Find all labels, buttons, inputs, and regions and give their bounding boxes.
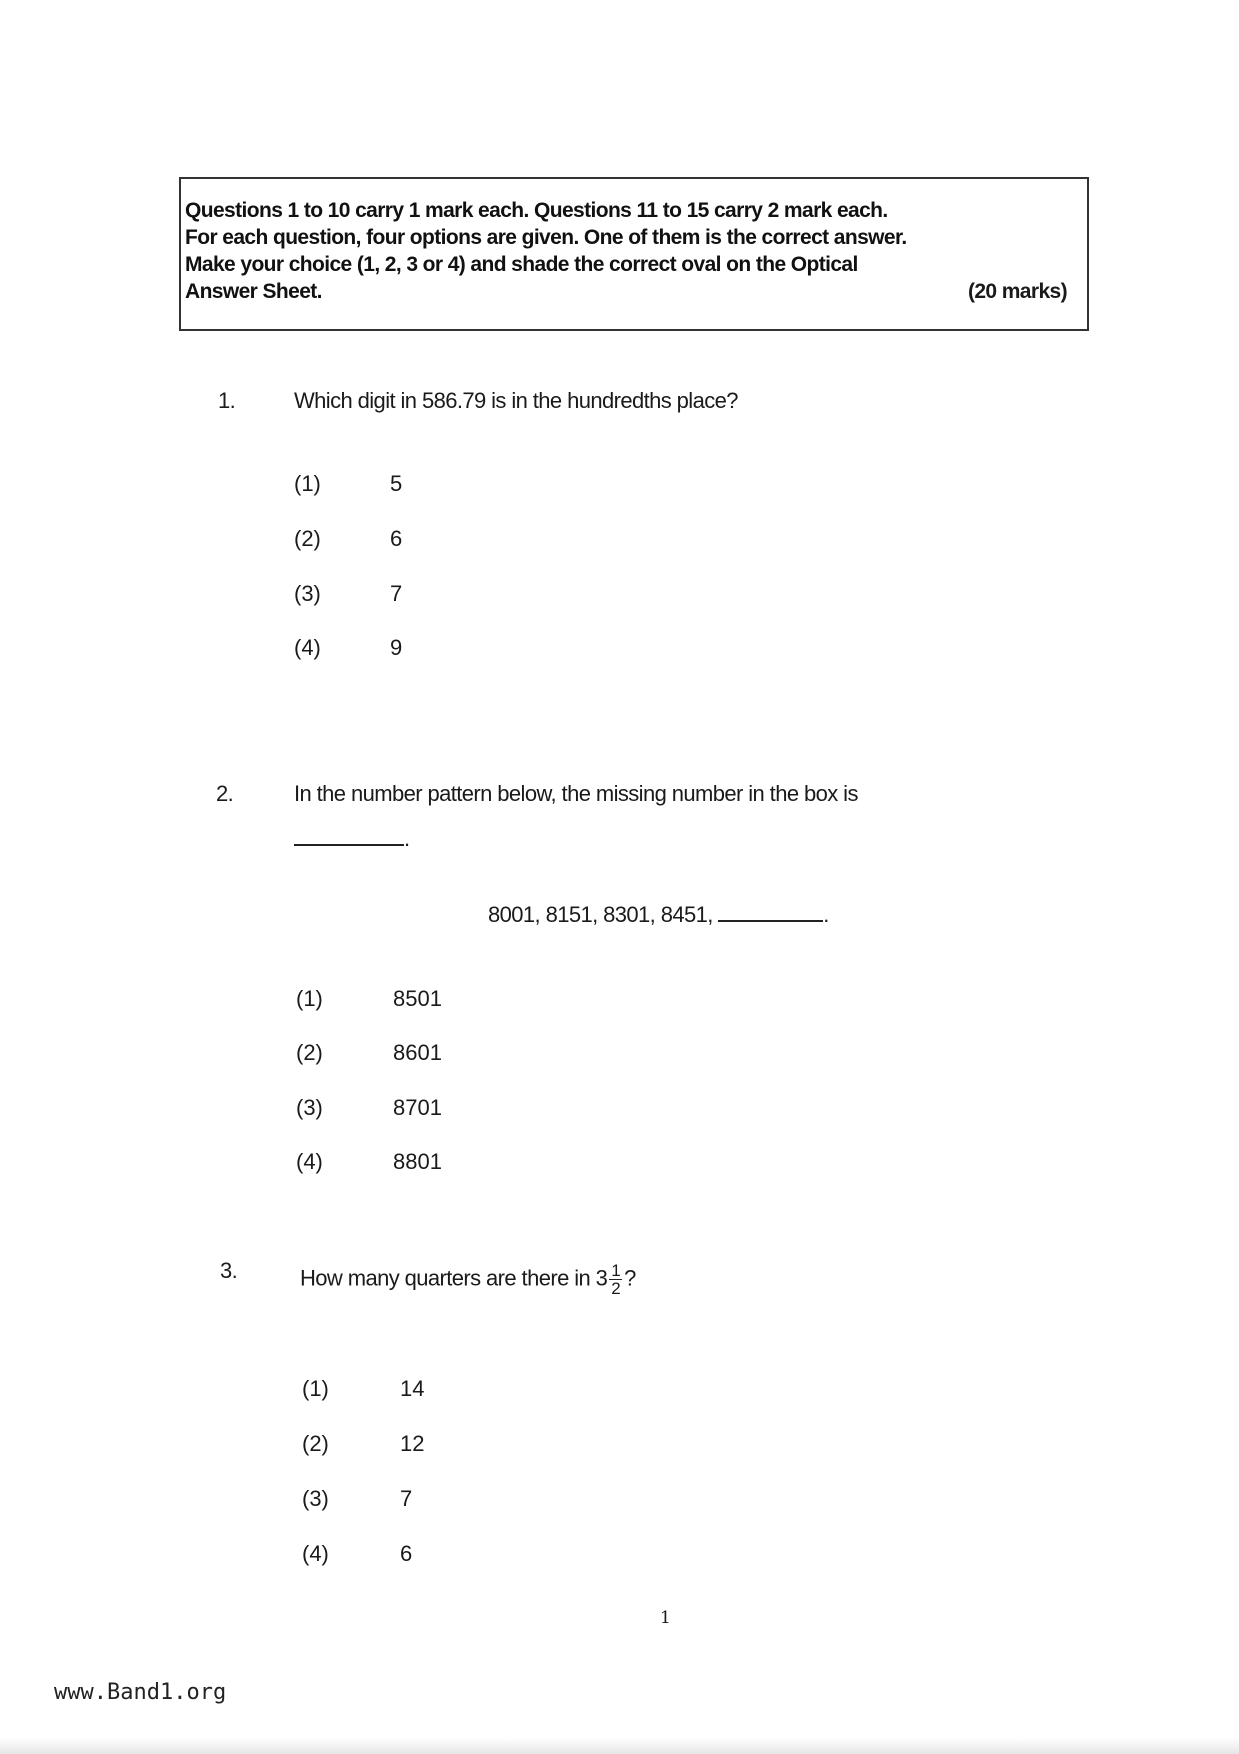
option-label: (1) xyxy=(296,986,323,1011)
option-value: 6 xyxy=(400,1541,413,1566)
option-value: 12 xyxy=(400,1431,425,1456)
option-label: (2) xyxy=(294,526,321,551)
question-number: 1. xyxy=(218,388,236,413)
option-label: (3) xyxy=(294,581,321,606)
option-value: 8601 xyxy=(393,1040,442,1065)
instruction-line: Make your choice (1, 2, 3 or 4) and shade the correct oval on the Optical xyxy=(185,253,858,276)
option-value: 8801 xyxy=(393,1149,442,1174)
question-text: In the number pattern below, the missing number in the box is xyxy=(294,781,858,806)
option-value: 14 xyxy=(400,1376,425,1401)
option-value: 7 xyxy=(400,1486,413,1511)
question-text: Which digit in 586.79 is in the hundredths place? xyxy=(294,388,738,413)
option-label: (1) xyxy=(294,471,321,496)
option-value: 8701 xyxy=(393,1095,442,1120)
page-number: 1 xyxy=(660,1608,671,1628)
question-number: 3. xyxy=(220,1258,238,1283)
answer-blank: . xyxy=(294,826,410,852)
scan-edge xyxy=(0,1738,1239,1754)
instruction-line: Questions 1 to 10 carry 1 mark each. Questions 11 to 15 carry 2 mark each. xyxy=(185,199,888,222)
option-value: 7 xyxy=(390,581,403,606)
instruction-line: Answer Sheet. xyxy=(185,280,322,303)
option-value: 9 xyxy=(390,635,403,660)
pattern-text: 8001, 8151, 8301, 8451, xyxy=(488,902,713,927)
number-pattern: 8001, 8151, 8301, 8451, . xyxy=(488,902,829,927)
question-number: 2. xyxy=(216,781,234,806)
option-label: (4) xyxy=(296,1149,323,1174)
option-label: (3) xyxy=(302,1486,329,1511)
option-label: (3) xyxy=(296,1095,323,1120)
fraction: $\frac{1}{2}$ xyxy=(611,1261,621,1298)
total-marks: (20 marks) xyxy=(967,280,1067,303)
option-value: 8501 xyxy=(393,986,442,1011)
option-label: (1) xyxy=(302,1376,329,1401)
question-text: How many quarters are there in 3 $\frac{1}{2}$ ? xyxy=(300,1261,636,1298)
footer-url: www.Band1.org xyxy=(54,1680,227,1705)
option-value: 5 xyxy=(390,471,403,496)
option-label: (4) xyxy=(294,635,321,660)
option-label: (2) xyxy=(302,1431,329,1456)
instruction-line: For each question, four options are given. One of them is the correct answer. xyxy=(185,226,907,249)
option-value: 6 xyxy=(390,526,403,551)
instructions-box xyxy=(179,177,1089,331)
option-label: (4) xyxy=(302,1541,329,1566)
option-label: (2) xyxy=(296,1040,323,1065)
